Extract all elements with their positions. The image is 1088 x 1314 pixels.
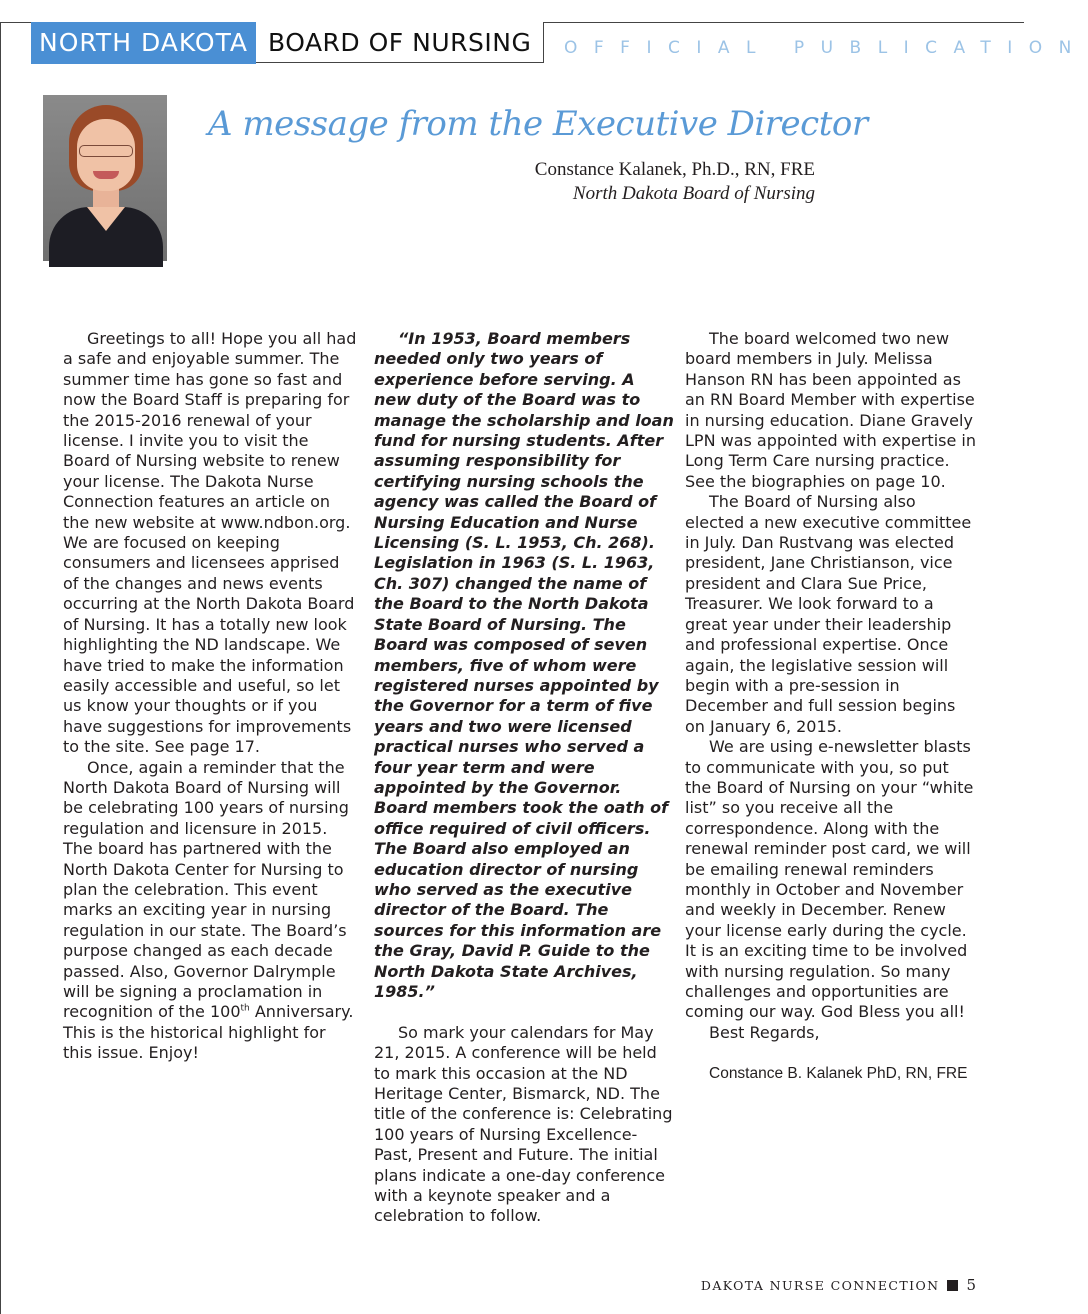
masthead-state: NORTH DAKOTA: [31, 22, 256, 64]
author-name: Constance Kalanek, Ph.D., RN, FRE: [534, 159, 815, 180]
ordinal-suffix: th: [240, 1004, 250, 1015]
signature: Constance B. Kalanek PhD, RN, FRE: [709, 1064, 968, 1082]
byline: [535, 158, 815, 206]
page-footer: [701, 1276, 976, 1294]
col2-paragraph-2: So mark your calendars for May 21, 2015. A conference will be held to mark this occasion at the ND Heritage Center, Bismarck, ND. The title of the conference is: Celebrating 100 years of Nursing Excellence-Past, Present and Future. The initial plans indicate a one-day conference with a keynote speaker and a celebration to follow.: [374, 1022, 673, 1226]
col1-paragraph-1: Greetings to all! Hope you all had a safe and enjoyable summer. The summer time has gone so fast and now the Board Staff is preparing for the 2015-2016 renewal of your license. I invite you to visit the Board of Nursing website to renew your license. The Dakota Nurse Connection features an article on the new website at www.ndbon.org. We are focused on keeping consumers and licensees apprised of the changes and news events occurring at the North Dakota Board of Nursing. It has a totally new look highlighting the ND landscape. We have tried to make the information easily accessible and useful, so let us know your thoughts or if you have suggestions for improvements to the site. See page 17.: [63, 329, 357, 757]
col1-paragraph-2-text: Once, again a reminder that the North Dakota Board of Nursing will be celebrating 100 years of nursing regulation and licensure in 2015. The board has partnered with the North Dakota Center for Nursing to plan the celebration. This event marks an exciting year in nursing regulation in our state. The Board’s purpose changed as each decade passed. Also, Governor Dalrymple will be signing a proclamation in recognition of the 100: [63, 757, 349, 1022]
author-photo: [43, 95, 167, 261]
masthead-board: BOARD OF NURSING: [256, 22, 544, 63]
masthead: [31, 22, 544, 64]
page-number: 5: [966, 1276, 976, 1294]
col1-paragraph-2-end: Anniversary. This is the historical highlight for this issue. Enjoy!: [63, 1002, 354, 1063]
col3-paragraph-1: The board welcomed two new board members in July. Melissa Hanson RN has been appointed as an RN Board Member with expertise in nursing education. Diane Gravely LPN was appointed with expertise in Long Term Care nursing practice. See the biographies on page 10.: [685, 329, 976, 491]
column-1: [63, 329, 359, 1064]
col1-paragraph-2: [63, 758, 359, 1064]
column-3: [685, 329, 977, 1084]
history-quote: “In 1953, Board members needed only two years of experience before serving. A new duty of the Board was to manage the scholarship and loan fund for nursing students. After assuming responsibility for certifying nursing schools the agency was called the Board of Nursing Education and Nurse Licensing (S. L. 1953, Ch. 268). Legislation in 1963 (S. L. 1963, Ch. 307) changed the name of the Board to the North Dakota State Board of Nursing. The Board was composed of seven members, five of whom were registered nurses appointed by the Governor for a term of five years and two were licensed practical nurses who served a four year term and were appointed by the Governor. Board members took the oath of office required of civil officers. The Board also employed an education director of nursing who served as the executive director of the Board. The sources for this information are the Gray, David P. Guide to the North Dakota State Archives, 1985.”: [374, 329, 674, 1001]
author-organization: North Dakota Board of Nursing: [572, 183, 815, 204]
column-2: [374, 329, 674, 1227]
publication-name: DAKOTA NURSE CONNECTION: [700, 1277, 940, 1293]
closing: Best Regards,: [709, 1022, 820, 1042]
col3-paragraph-3: We are using e-newsletter blasts to communicate with you, so put the Board of Nursing on your “white list” so you receive all the correspondence. Along with the renewal reminder post card, we will be emailing renewal reminders monthly in October and November and weekly in December. Renew your license early during the cycle. It is an exciting time to be involved with nursing regulation. So many challenges and opportunities are coming our way. God Bless you all!: [685, 737, 974, 1022]
col3-paragraph-2: The Board of Nursing also elected a new executive committee in July. Dan Rustvang was elected president, Jane Christianson, vice president and Clara Sue Price, Treasurer. We look forward to a great year under their leadership and professional expertise. Once again, the legislative session will begin with a pre-session in December and full session begins on January 6, 2015.: [685, 492, 972, 736]
article-title: A message from the Executive Director: [208, 104, 868, 144]
square-bullet-icon: [947, 1280, 958, 1291]
masthead-tagline: OFFICIAL PUBLICATION: [564, 38, 1088, 58]
